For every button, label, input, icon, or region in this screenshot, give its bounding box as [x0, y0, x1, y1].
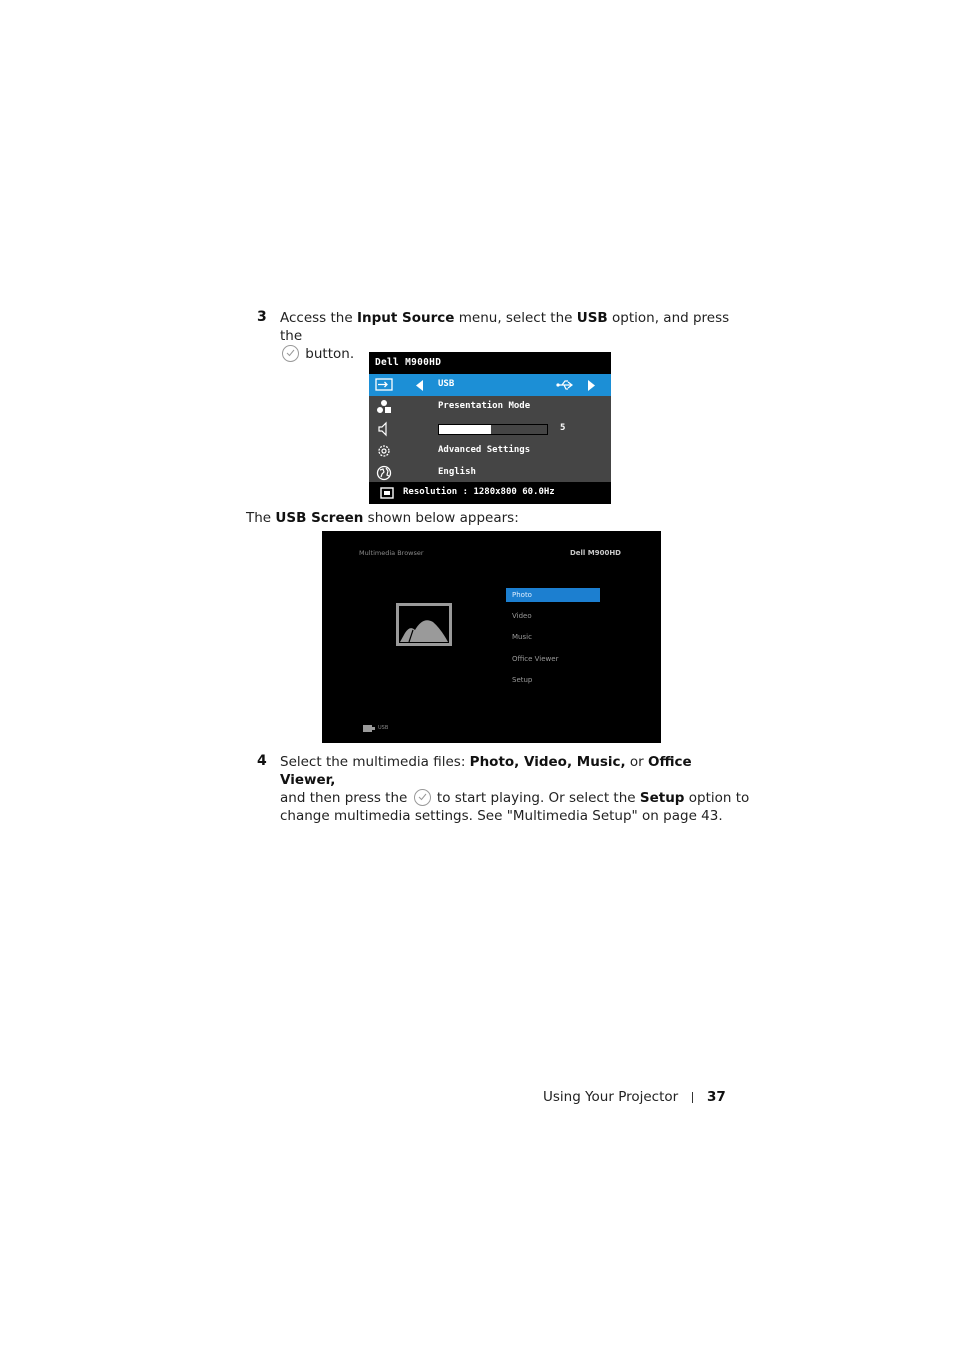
step3-text-4: button. [301, 346, 355, 362]
step4-text-1: Select the multimedia files: [280, 754, 470, 770]
usb-menu-video[interactable]: Video [512, 612, 532, 620]
usb-icon [556, 379, 574, 391]
usb-screen-model: Dell M900HD [569, 549, 621, 557]
mode-icon [375, 399, 393, 415]
step4-text-6: change multimedia settings. See "Multimedia Setup" on page 43. [280, 808, 723, 824]
osd-title-bar [369, 352, 611, 374]
multimedia-browser-title: Multimedia Browser [359, 549, 424, 557]
arrow-right-icon[interactable] [588, 380, 595, 391]
osd-advanced-settings-label: Advanced Settings [438, 445, 531, 455]
volume-value: 5 [560, 423, 566, 433]
photo-thumbnail-icon [395, 602, 453, 647]
osd-usb-label: USB [438, 379, 455, 389]
osd-row-presentation-mode[interactable] [369, 396, 611, 418]
usb-menu-photo[interactable]: Photo [506, 588, 600, 602]
footer-separator [692, 1092, 693, 1103]
intro-text-1: The [246, 510, 276, 526]
osd-row-advanced-settings[interactable] [369, 440, 611, 462]
intro-bold-usb-screen: USB Screen [275, 510, 364, 526]
step-number-4: 4 [257, 753, 267, 769]
volume-slider-fill [439, 425, 491, 434]
step4-text-5: option to [684, 790, 750, 806]
step4-bold-office-viewer: Office Viewer, [280, 754, 692, 788]
step4-text-3: and then press the [280, 790, 412, 806]
volume-icon [375, 421, 393, 437]
intro-text-2: shown below appears: [363, 510, 519, 526]
usb-source-label: USB [378, 725, 389, 731]
footer-section-title: Using Your Projector [543, 1089, 679, 1105]
osd-row-volume[interactable] [369, 418, 611, 440]
checkmark-button-icon [414, 789, 431, 806]
step4-bold-media: Photo, Video, Music, [469, 754, 626, 770]
step3-text-1: Access the [280, 310, 357, 326]
display-icon [380, 487, 394, 499]
globe-icon [375, 465, 393, 481]
usb-menu-setup[interactable]: Setup [512, 676, 533, 684]
usb-menu-office-viewer[interactable]: Office Viewer [512, 655, 559, 663]
step4-text [280, 753, 750, 825]
osd-language-label: English [438, 467, 476, 477]
step4-text-2: or [625, 754, 649, 770]
step4-bold-setup: Setup [639, 790, 685, 806]
step-number-3: 3 [257, 309, 267, 325]
osd-title: Dell M900HD [375, 357, 442, 368]
volume-slider[interactable] [438, 424, 548, 435]
usb-source-icon [363, 725, 375, 732]
arrow-left-icon[interactable] [416, 380, 423, 391]
osd-footer [369, 482, 611, 504]
osd-menu [369, 352, 611, 504]
step3-text-3: option, and press the [280, 310, 730, 344]
osd-resolution: Resolution : 1280x800 60.0Hz [403, 487, 555, 497]
usb-menu-music[interactable]: Music [512, 633, 532, 641]
checkmark-button-icon [282, 345, 299, 362]
osd-row-input-source[interactable] [369, 374, 611, 396]
osd-presentation-mode-label: Presentation Mode [438, 401, 531, 411]
input-source-icon [375, 377, 393, 393]
osd-row-language[interactable] [369, 462, 611, 484]
step3-text-2: menu, select the [454, 310, 577, 326]
gear-icon [375, 443, 393, 459]
step4-text-4: to start playing. Or select the [432, 790, 640, 806]
usb-screen-intro [246, 509, 519, 527]
step3-bold-usb: USB [576, 310, 608, 326]
page-number: 37 [707, 1089, 726, 1105]
step3-bold-input-source: Input Source [356, 310, 455, 326]
usb-screen [322, 531, 661, 743]
